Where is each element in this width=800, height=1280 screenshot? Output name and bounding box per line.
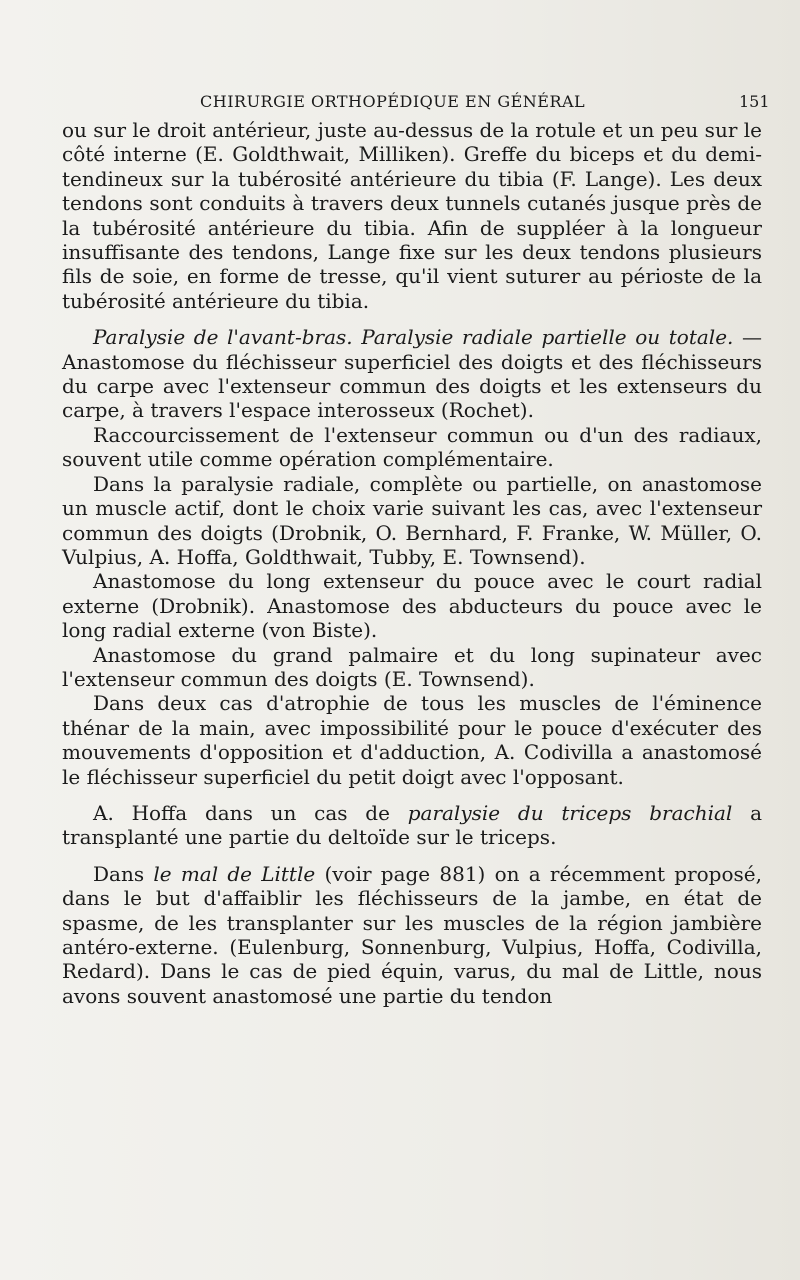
- paragraph-gap: [62, 789, 762, 801]
- body-text: [62, 118, 762, 1008]
- text-segment: Raccourcissement de l'extenseur commun ou d'un des radiaux, souvent utile comme opération complémentaire.: [62, 422, 762, 472]
- text-segment: Anastomose du long extenseur du pouce avec le court radial externe (Drobnik). Anastomose des abducteurs du pouce avec le long radial externe (von Biste).: [62, 569, 762, 643]
- running-title: CHIRURGIE ORTHOPÉDIQUE EN GÉNÉRAL: [200, 92, 586, 111]
- text-segment: Dans deux cas d'atrophie de tous les muscles de l'éminence thénar de la main, avec impossibilité pour le pouce d'exécuter des mouvements d'opposition et d'adduction, A. Codivilla a anastomosé le fléchisseur superficiel du petit doigt avec l'opposant.: [62, 691, 762, 789]
- italic-text: Paralysie de l'avant-bras. Paralysie radiale partielle ou totale.: [93, 325, 734, 350]
- paragraph: [62, 118, 762, 313]
- text-segment: (voir page 881) on a récemment proposé, dans le but d'affaiblir les fléchisseurs de la jambe, en état de spasme, de les transplanter sur les muscles de la région jambière antéro-externe. (Eulenburg, Sonnenburg, Vulpius, Hoffa, Codivilla, Redard). Dans le cas de pied équin, varus, du mal de Little, nous avons souvent anastomosé une partie du tendon: [62, 861, 762, 1008]
- text-segment: a transplanté une partie du deltoïde sur le triceps.: [62, 800, 763, 850]
- paragraph: [62, 472, 762, 570]
- text-segment: — Anastomose du fléchisseur superficiel des doigts et des fléchisseurs du carpe avec l'extenseur commun des doigts et les extenseurs du carpe, à travers l'espace interosseux (Rochet).: [62, 325, 762, 423]
- paragraph: [62, 569, 762, 642]
- page-header: [0, 92, 800, 116]
- text-segment: Dans la paralysie radiale, complète ou partielle, on anastomose un muscle actif, dont le choix varie suivant les cas, avec l'extenseur commun des doigts (Drobnik, O. Bernhard, F. Franke, W. Müller, O. Vulpius, A. Hoffa, Goldthwait, Tubby, E. Townsend).: [62, 471, 762, 569]
- paragraph: [62, 325, 762, 423]
- text-segment: Anastomose du grand palmaire et du long supinateur avec l'extenseur commun des doigts (E. Townsend).: [62, 642, 762, 691]
- paragraph: [62, 801, 762, 850]
- italic-text: paralysie du triceps brachial: [407, 800, 733, 825]
- paragraph: [62, 691, 762, 789]
- page-number: 151: [739, 92, 770, 111]
- text-segment: ou sur le droit antérieur, juste au-dessus de la rotule et un peu sur le côté interne (E. Goldthwait, Milliken). Greffe du biceps et du demi-tendineux sur la tubérosité antérieure du tibia (F. Lange). Les deux tendons sont conduits à travers deux tunnels cutanés jusque près de la tubérosité antérieure du tibia. Afin de suppléer à la longueur insuffisante des tendons, Lange fixe sur les deux tendons plusieurs fils de soie, en forme de tresse, qu'il vient suturer au périoste de la tubérosité antérieure du tibia.: [62, 118, 762, 313]
- text-segment: Dans: [93, 861, 154, 886]
- paragraph: [62, 862, 762, 1008]
- paragraph-gap: [62, 850, 762, 862]
- italic-text: le mal de Little: [153, 861, 316, 886]
- text-segment: A. Hoffa dans un cas de: [93, 800, 408, 825]
- paragraph: [62, 643, 762, 692]
- paragraph: [62, 423, 762, 472]
- paragraph-gap: [62, 313, 762, 325]
